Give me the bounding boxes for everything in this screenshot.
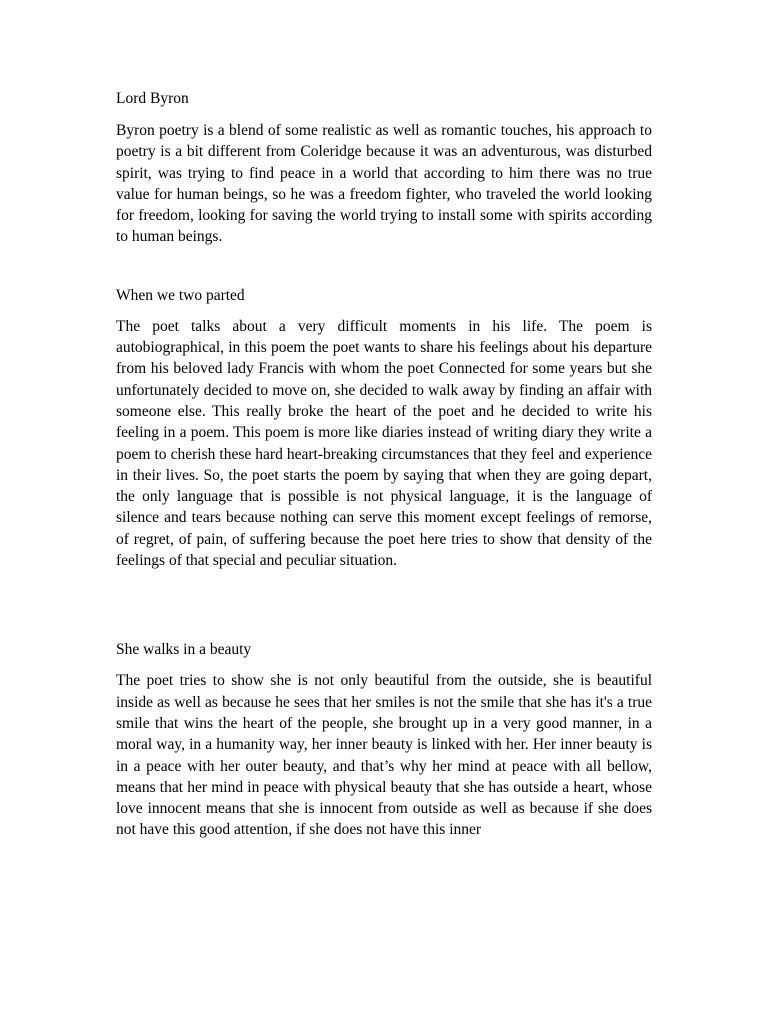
- section-paragraph: Byron poetry is a blend of some realistic as well as romantic touches, his approach to poetry is a bit different from Coleridge because it was an adventurous, was disturbed spirit, was trying to find peace in a world that according to him there was no true value for human beings, so he was a freedom fighter, who traveled the world looking for freedom, looking for saving the world trying to install some with spirits according to human beings.: [116, 122, 652, 246]
- section-heading: She walks in a beauty: [116, 641, 252, 659]
- document-page: [116, 88, 652, 841]
- section-heading: When we two parted: [116, 286, 245, 304]
- section-lord-byron: [116, 88, 652, 248]
- section-she-walks-in-a-beauty: [116, 639, 652, 840]
- section-paragraph: The poet tries to show she is not only beautiful from the outside, she is beautiful inside as well as because he sees that her smiles is not the smile that she has it's a true smile that wins the heart of the people, she brought up in a very good manner, in a moral way, in a humanity way, her inner beauty is linked with her. Her inner beauty is in a peace with her outer beauty, and that’s why her mind at peace with all bellow, means that her mind in peace with physical beauty that she has outside a heart, whose love innocent means that she is innocent from outside as well as because if she does not have this good attention, if she does not have this inner: [116, 672, 652, 839]
- section-heading: Lord Byron: [116, 90, 189, 107]
- section-when-we-two-parted: [116, 285, 652, 572]
- section-paragraph: The poet talks about a very difficult moments in his life. The poem is autobiographical, in this poem the poet wants to share his feelings about his departure from his beloved lady Francis with whom the poet Connected for some years but she unfortunately decided to move on, she decided to walk away by finding an affair with someone else. This really broke the heart of the poet and he decided to write his feeling in a poem. This poem is more like diaries instead of writing diary they write a poem to cherish these hard heart-breaking circumstances that they feel and experience in their lives. So, the poet starts the poem by saying that when they are going depart, the only language that is possible is not physical language, it is the language of silence and tears because nothing can serve this moment except feelings of remorse, of regret, of pain, of suffering because the poet here tries to show that density of the feelings of that special and peculiar situation.: [116, 317, 652, 570]
